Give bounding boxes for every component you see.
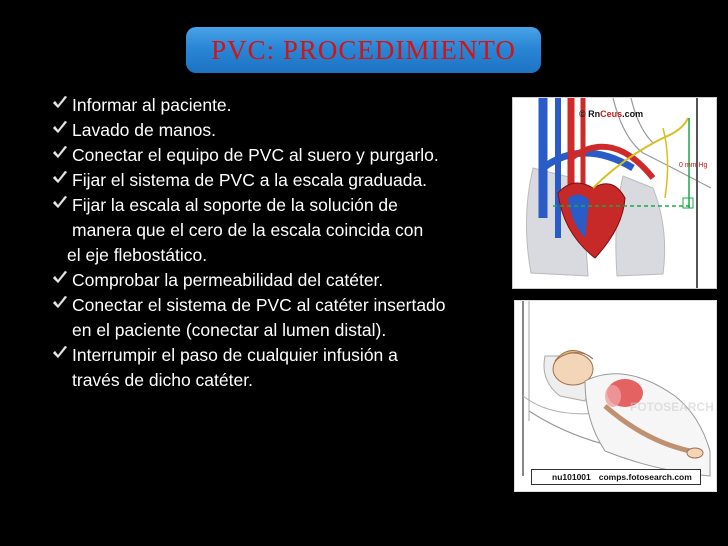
checkmark-icon	[52, 145, 68, 161]
bullet-item	[14, 143, 524, 168]
bullet-text: en el paciente (conectar al lumen distal).	[72, 320, 387, 340]
checkmark-icon	[52, 95, 68, 111]
checkmark-icon	[52, 120, 68, 136]
heart-cvp-diagram	[512, 97, 717, 289]
bullet-item-continuation	[14, 318, 524, 343]
bullet-text: Interrumpir el paso de cualquier infusión a	[72, 345, 398, 365]
checkmark-icon	[52, 195, 68, 211]
bullet-item-continuation	[14, 218, 524, 243]
bullet-text: Conectar el sistema de PVC al catéter insertado	[72, 295, 446, 315]
slide-title: PVC: PROCEDIMIENTO	[211, 34, 516, 65]
bullet-item	[14, 93, 524, 118]
bullet-text: Fijar el sistema de PVC a la escala graduada.	[72, 170, 428, 190]
bullet-item	[14, 168, 524, 193]
watermark-text: FOTOSEARCH	[630, 400, 714, 414]
bullet-text: manera que el cero de la escala coincida con	[72, 220, 424, 240]
scale-zero-label: 0 mm Hg	[679, 162, 708, 169]
bullet-item	[14, 293, 524, 318]
bullet-item	[14, 118, 524, 143]
bullet-item-continuation	[14, 368, 524, 393]
bullet-item	[14, 268, 524, 293]
title-banner	[186, 27, 541, 73]
bullet-text: Lavado de manos.	[72, 120, 216, 140]
checkmark-icon	[52, 170, 68, 186]
stock-id: nu101001	[552, 472, 591, 482]
bullet-text: Informar al paciente.	[72, 95, 232, 115]
stock-site: comps.fotosearch.com	[598, 472, 692, 482]
bullet-item	[14, 193, 524, 218]
bullet-text: Conectar el equipo de PVC al suero y purgarlo.	[72, 145, 439, 165]
bullet-text: través de dicho catéter.	[72, 370, 253, 390]
bullet-list	[14, 93, 524, 393]
checkmark-icon	[52, 345, 68, 361]
bullet-text: el eje flebostático.	[67, 245, 208, 265]
checkmark-icon	[52, 270, 68, 286]
diagram-credit: © RnCeus.com	[579, 109, 644, 119]
stock-credit-bar	[531, 469, 701, 485]
bullet-item	[14, 243, 524, 268]
checkmark-icon	[52, 295, 68, 311]
bullet-text: Comprobar la permeabilidad del catéter.	[72, 270, 384, 290]
patient-illustration	[514, 300, 717, 492]
bullet-item	[14, 343, 524, 368]
bullet-text: Fijar la escala al soporte de la solución de	[72, 195, 398, 215]
